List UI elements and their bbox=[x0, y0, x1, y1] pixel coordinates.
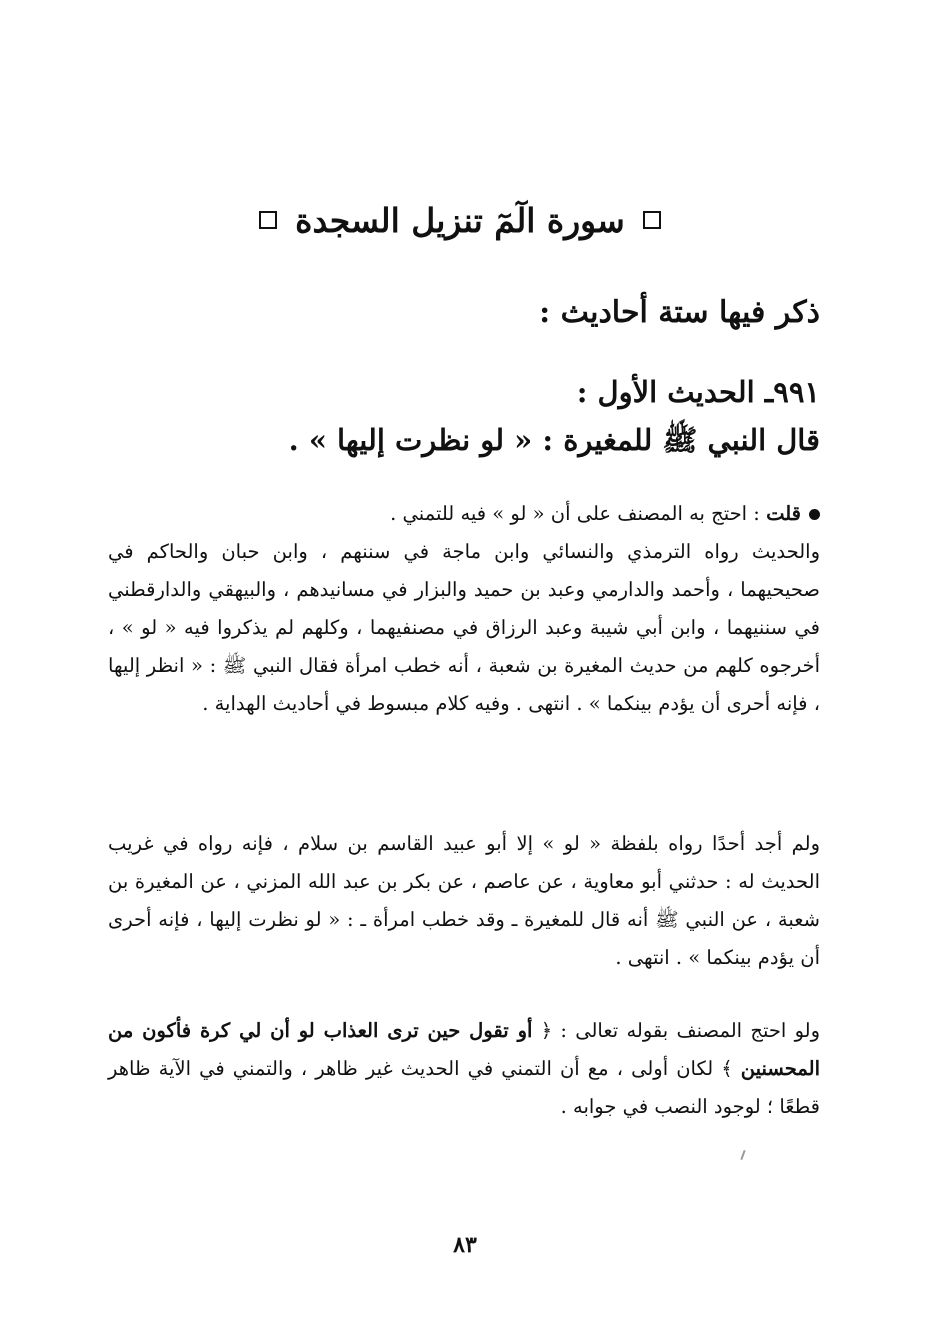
hadith-heading: ٩٩١ـ الحديث الأول : bbox=[576, 375, 820, 409]
section-heading: ذكر فيها ستة أحاديث : bbox=[539, 295, 820, 330]
quran-verse: أو تقول حين ترى العذاب لو أن لي كرة فأكون من المحسنين bbox=[108, 1019, 820, 1080]
surah-title-text: سورة الٓمٓ تنزيل السجدة bbox=[295, 200, 625, 240]
stray-mark bbox=[740, 1150, 745, 1160]
title-box-left-icon bbox=[259, 211, 277, 229]
comment-label: قلت bbox=[766, 502, 801, 525]
hadith-text: قال النبي ﷺ للمغيرة : « لو نظرت إليها » . bbox=[288, 423, 820, 457]
commentary-block bbox=[108, 495, 820, 723]
paragraph-3-rest: ﴾ لكان أولى ، مع أن التمني في الحديث غير ظاهر ، والتمني في الآية ظاهر قطعًا ؛ لوجود النصب في جوابه . bbox=[108, 1057, 820, 1118]
paragraph-3-intro: ولو احتج المصنف بقوله تعالى : ﴿ bbox=[540, 1019, 821, 1042]
comment-text: : احتج به المصنف على أن « لو » فيه للتمني . bbox=[390, 502, 760, 525]
paragraph-3 bbox=[108, 1012, 820, 1126]
page-number: ٨٣ bbox=[453, 1232, 477, 1258]
paragraph-2: ولم أجد أحدًا رواه بلفظة « لو » إلا أبو عبيد القاسم بن سلام ، فإنه رواه في غريب الحديث له : حدثني أبو معاوية ، عن عاصم ، عن بكر بن عبد الله المزني ، عن المغيرة بن شعبة ، عن النبي ﷺ أنه قال للمغيرة ـ وقد خطب امرأة ـ : « لو نظرت إليها ، فإنه أحرى أن يؤدم بينكما » . انتهى . bbox=[108, 832, 820, 969]
bullet-icon bbox=[809, 509, 820, 520]
paragraph-1: والحديث رواه الترمذي والنسائي وابن ماجة في سننهم ، وابن حبان والحاكم في صحيحيهما ، وأحمد والدارمي وعبد بن حميد والبزار في مسانيدهم ، والبيهقي والدارقطني في سننيهما ، وابن أبي شيبة وعبد الرزاق في مصنفيهما ، وكلهم لم يذكروا فيه « لو » ، أخرجوه كلهم من حديث المغيرة بن شعبة ، أنه خطب امرأة فقال النبي ﷺ : « انظر إليها ، فإنه أحرى أن يؤدم بينكما » . انتهى . وفيه كلام مبسوط في أحاديث الهداية . bbox=[108, 540, 820, 715]
surah-title bbox=[250, 192, 670, 248]
title-box-right-icon bbox=[643, 211, 661, 229]
